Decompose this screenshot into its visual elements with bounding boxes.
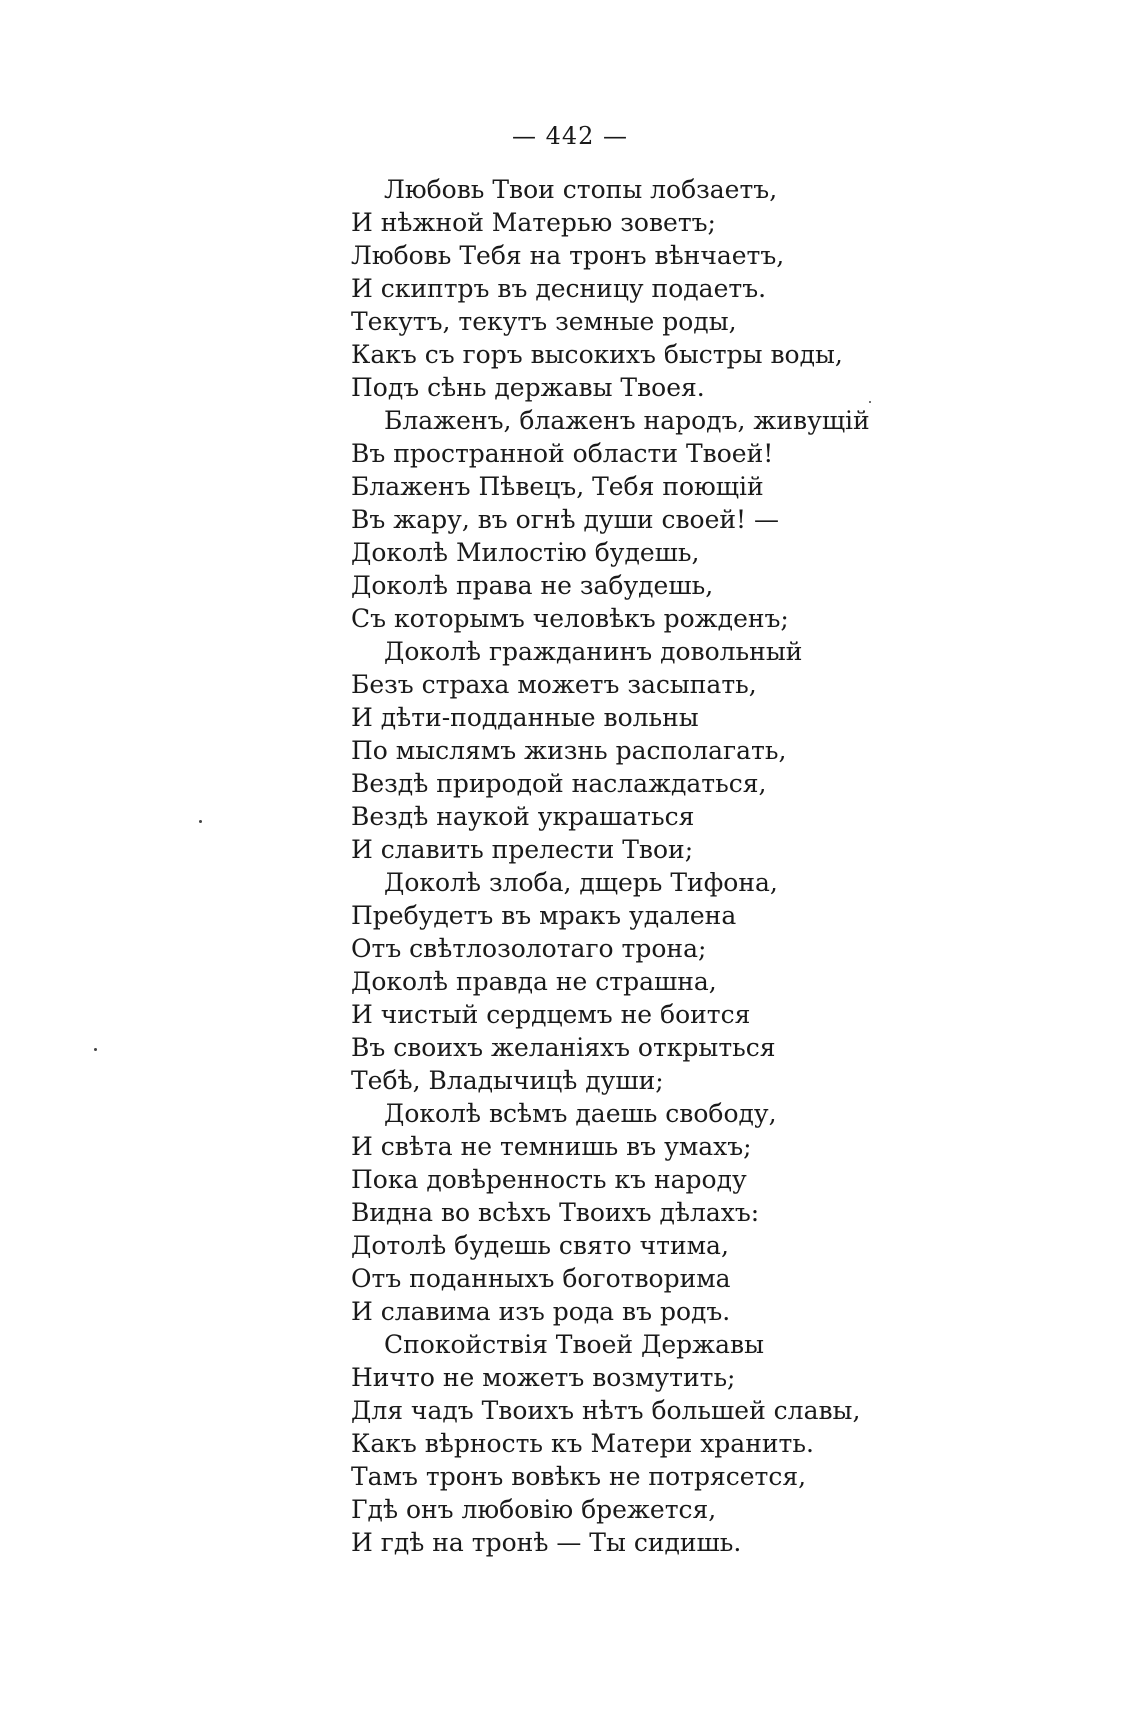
poem-line: Безъ страха можетъ засыпать, (351, 670, 757, 699)
poem-line: Любовь Тебя на тронъ вѣнчаетъ, (351, 241, 785, 270)
poem-line: Доколѣ Милостію будешь, (351, 538, 700, 567)
poem-line: Дотолѣ будешь свято чтима, (351, 1231, 729, 1260)
poem-line: Какъ съ горъ высокихъ быстры воды, (351, 340, 843, 369)
poem-line: И чистый сердцемъ не боится (351, 1000, 751, 1029)
poem-line: И гдѣ на тронѣ — Ты сидишь. (351, 1528, 742, 1557)
poem-line: Ничто не можетъ возмутить; (351, 1363, 736, 1392)
poem-line: Для чадъ Твоихъ нѣтъ большей славы, (351, 1396, 861, 1425)
poem-line: Пребудетъ въ мракъ удалена (351, 901, 737, 930)
poem-line: Видна во всѣхъ Твоихъ дѣлахъ: (351, 1198, 760, 1227)
poem-line: Доколѣ гражданинъ довольный (384, 637, 803, 666)
poem-line: Пока довѣренность къ народу (351, 1165, 747, 1194)
poem-line: И нѣжной Матерью зоветъ; (351, 208, 716, 237)
poem-text (351, 173, 911, 1559)
poem-line: Отъ свѣтлозолотаго трона; (351, 934, 707, 963)
print-speck (869, 401, 871, 403)
poem-line: Тебѣ, Владычицѣ души; (351, 1066, 664, 1095)
poem-line: Доколѣ правда не страшна, (351, 967, 717, 996)
poem-line: Доколѣ всѣмъ даешь свободу, (384, 1099, 777, 1128)
poem-line: Вездѣ наукой украшаться (351, 802, 695, 831)
poem-line: Въ своихъ желаніяхъ открыться (351, 1033, 776, 1062)
poem-line: Спокойствія Твоей Державы (384, 1330, 765, 1359)
poem-line: Вездѣ природой наслаждаться, (351, 769, 767, 798)
print-speck (199, 820, 202, 823)
poem-line: Съ которымъ человѣкъ рожденъ; (351, 604, 789, 633)
poem-line: Подъ сѣнь державы Твоея. (351, 373, 705, 402)
poem-line: И славить прелести Твои; (351, 835, 694, 864)
poem-line: И славима изъ рода въ родъ. (351, 1297, 731, 1326)
poem-line: Доколѣ права не забудешь, (351, 571, 714, 600)
poem-line: Какъ вѣрность къ Матери хранить. (351, 1429, 814, 1458)
poem-line: Блаженъ Пѣвецъ, Тебя поющій (351, 472, 764, 501)
page-number: — 442 — (511, 122, 629, 150)
print-speck (94, 1048, 97, 1051)
poem-line: Въ пространной области Твоей! (351, 439, 774, 468)
poem-line: По мыслямъ жизнь располагать, (351, 736, 787, 765)
poem-line: Текутъ, текутъ земные роды, (351, 307, 737, 336)
poem-line: Тамъ тронъ вовѣкъ не потрясется, (351, 1462, 807, 1491)
poem-line: И свѣта не темнишь въ умахъ; (351, 1132, 752, 1161)
poem-line: Въ жару, въ огнѣ души своей! — (351, 505, 780, 534)
poem-line: И скиптръ въ десницу подаетъ. (351, 274, 767, 303)
poem-line: И дѣти-подданные вольны (351, 703, 699, 732)
poem-line: Отъ поданныхъ боготворима (351, 1264, 731, 1293)
poem-line: Блаженъ, блаженъ народъ, живущій (384, 406, 870, 435)
poem-line: Гдѣ онъ любовію брежется, (351, 1495, 717, 1524)
poem-line: Доколѣ злоба, дщерь Тифона, (384, 868, 778, 897)
poem-line: Любовь Твои стопы лобзаетъ, (384, 175, 778, 204)
